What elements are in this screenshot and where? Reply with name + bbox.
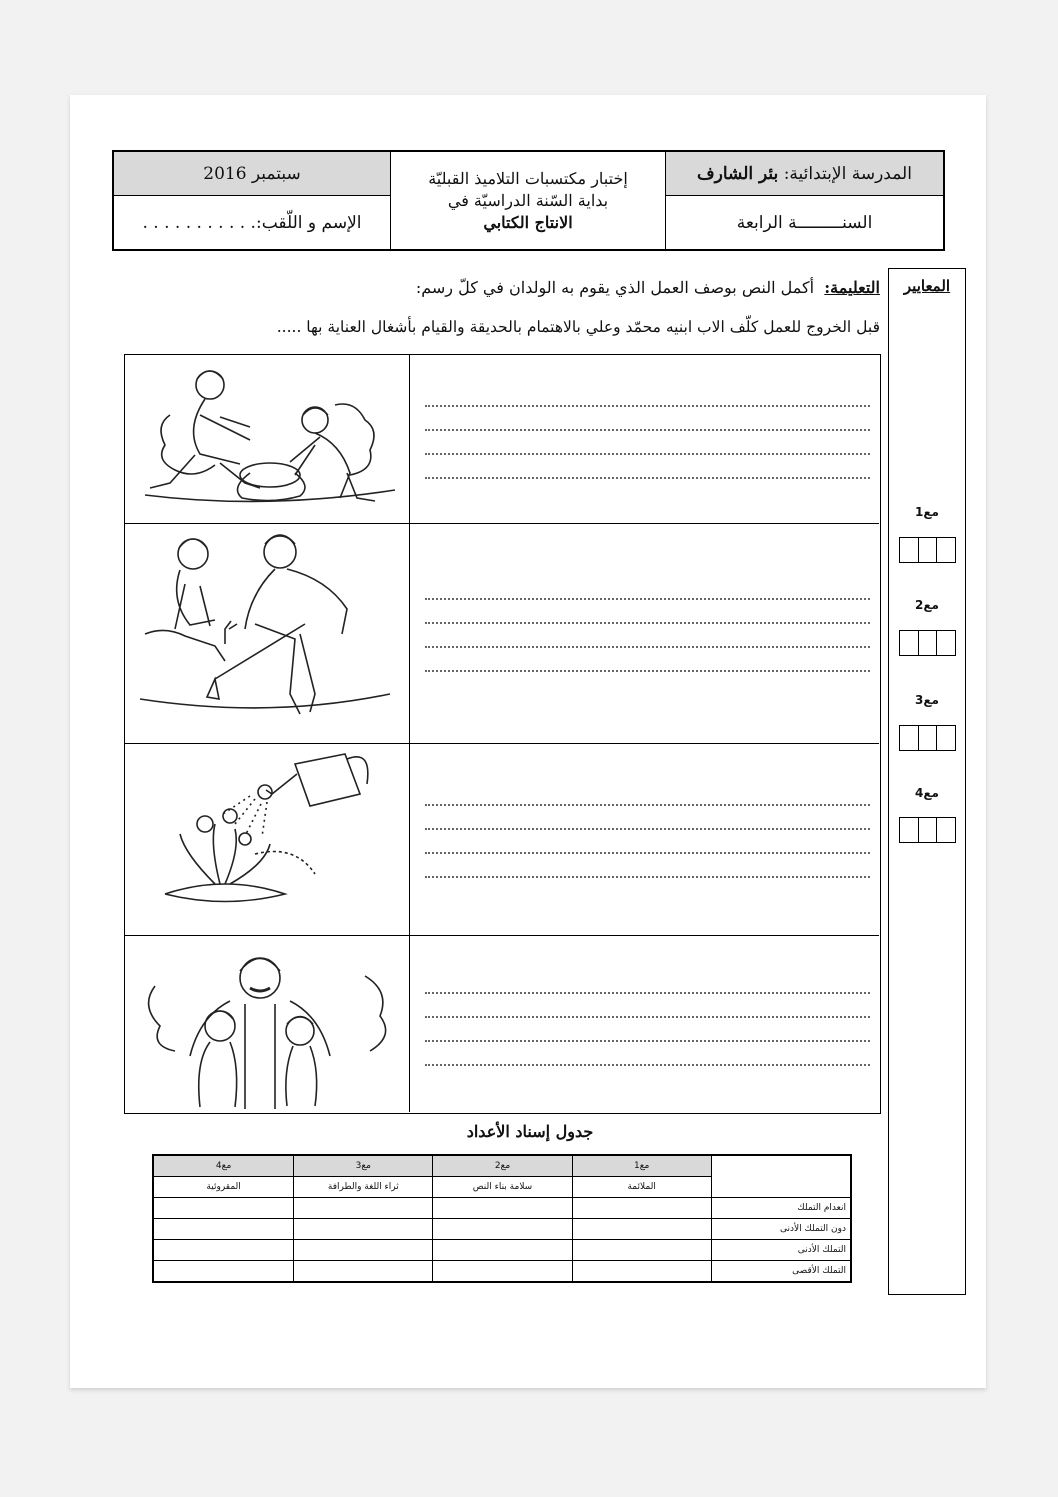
answer-line[interactable] (425, 598, 870, 600)
criteria-title: المعايير (903, 277, 951, 295)
answer-line[interactable] (425, 477, 870, 479)
answer-line[interactable] (425, 852, 870, 854)
table-row (153, 1240, 851, 1261)
header-table (112, 150, 945, 251)
level-label-2: دون التملك الأدنى (711, 1219, 851, 1240)
school-name: بئر الشارف (697, 163, 779, 184)
exam-title-line2: بداية السّنة الدراسيّة في (447, 190, 609, 210)
answer-line[interactable] (425, 453, 870, 455)
exercise-row-4 (125, 935, 879, 1112)
score-cell[interactable] (572, 1240, 711, 1261)
score-cell[interactable] (153, 1240, 294, 1261)
intro-sentence: قبل الخروج للعمل كلّف الاب ابنيه محمّد وعلي بالاهتمام بالحديقة والقيام بأشغال العناية بها ..... (276, 318, 880, 336)
answer-line[interactable] (425, 429, 870, 431)
criterion-3-label: مع3 (915, 693, 939, 707)
criterion-3-score-boxes[interactable] (899, 725, 956, 751)
score-cell[interactable] (294, 1261, 433, 1283)
exercise-row-2 (125, 523, 879, 743)
criterion-name-2: سلامة بناء النص (433, 1177, 572, 1198)
exam-title-cell (390, 152, 666, 249)
corner-cell (711, 1155, 851, 1198)
criterion-name-3: ثراء اللغة والطرافة (294, 1177, 433, 1198)
student-name-field[interactable]: الإسم و اللّقب:. . . . . . . . . . . (142, 212, 362, 233)
table-row (153, 1219, 851, 1240)
answer-line[interactable] (425, 405, 870, 407)
score-cell[interactable] (572, 1219, 711, 1240)
instruction-label: التعليمة: (824, 278, 880, 297)
criterion-2-label: مع2 (915, 598, 939, 612)
criterion-1-label: مع1 (915, 505, 939, 519)
exercise-row-1 (125, 355, 879, 523)
answer-line[interactable] (425, 804, 870, 806)
exercise-row-3 (125, 743, 879, 935)
answer-line[interactable] (425, 992, 870, 994)
answer-line[interactable] (425, 876, 870, 878)
level-label-3: التملك الأدنى (711, 1240, 851, 1261)
school-label: المدرسة الإبتدائية: (783, 163, 912, 184)
score-header-row (153, 1155, 851, 1177)
boy-digging-icon (125, 524, 410, 743)
instruction-text: أكمل النص بوصف العمل الذي يقوم به الولدان في كلّ رسم: (415, 278, 815, 297)
score-cell[interactable] (294, 1198, 433, 1219)
exercise-grid (124, 354, 881, 1114)
criterion-4-label: مع4 (915, 786, 939, 800)
answer-line[interactable] (425, 646, 870, 648)
criterion-name-4: المقروئية (153, 1177, 294, 1198)
score-cell[interactable] (572, 1261, 711, 1283)
answer-line[interactable] (425, 1040, 870, 1042)
exam-subject: الانتاج الكتابي (483, 212, 573, 232)
answer-line[interactable] (425, 828, 870, 830)
answer-line[interactable] (425, 1064, 870, 1066)
level-label-4: التملك الأقصى (711, 1261, 851, 1283)
criterion-code-3: مع3 (294, 1155, 433, 1177)
score-cell[interactable] (433, 1198, 572, 1219)
score-cell[interactable] (294, 1240, 433, 1261)
instruction-line (416, 278, 880, 297)
score-cell[interactable] (153, 1261, 294, 1283)
boys-planting-icon (125, 355, 410, 523)
grade-label: السنـــــــــة الرابعة (736, 212, 873, 233)
criterion-4-score-boxes[interactable] (899, 817, 956, 843)
score-cell[interactable] (433, 1240, 572, 1261)
watering-can-flowers-icon (125, 744, 410, 935)
score-cell[interactable] (572, 1198, 711, 1219)
score-cell[interactable] (153, 1198, 294, 1219)
score-table-title: جدول إسناد الأعداد (466, 1122, 594, 1141)
father-with-sons-icon (125, 936, 410, 1112)
criteria-column (888, 268, 966, 1295)
table-row (153, 1261, 851, 1283)
criterion-code-2: مع2 (433, 1155, 572, 1177)
level-label-1: انعدام التملك (711, 1198, 851, 1219)
criterion-code-1: مع1 (572, 1155, 711, 1177)
exam-title-line1: إختبار مكتسبات التلاميذ القبليّة (428, 168, 628, 188)
criterion-name-1: الملائمة (572, 1177, 711, 1198)
score-table (152, 1154, 852, 1283)
criterion-code-4: مع4 (153, 1155, 294, 1177)
date-cell (114, 152, 390, 196)
criterion-2-score-boxes[interactable] (899, 630, 956, 656)
score-cell[interactable] (153, 1219, 294, 1240)
exam-date: سبتمبر 2016 (203, 163, 301, 184)
answer-line[interactable] (425, 670, 870, 672)
name-cell (114, 196, 390, 249)
score-cell[interactable] (433, 1219, 572, 1240)
answer-line[interactable] (425, 622, 870, 624)
grade-cell (666, 196, 943, 249)
score-cell[interactable] (433, 1261, 572, 1283)
score-cell[interactable] (294, 1219, 433, 1240)
table-row (153, 1198, 851, 1219)
answer-line[interactable] (425, 1016, 870, 1018)
school-cell (666, 152, 943, 196)
criterion-1-score-boxes[interactable] (899, 537, 956, 563)
